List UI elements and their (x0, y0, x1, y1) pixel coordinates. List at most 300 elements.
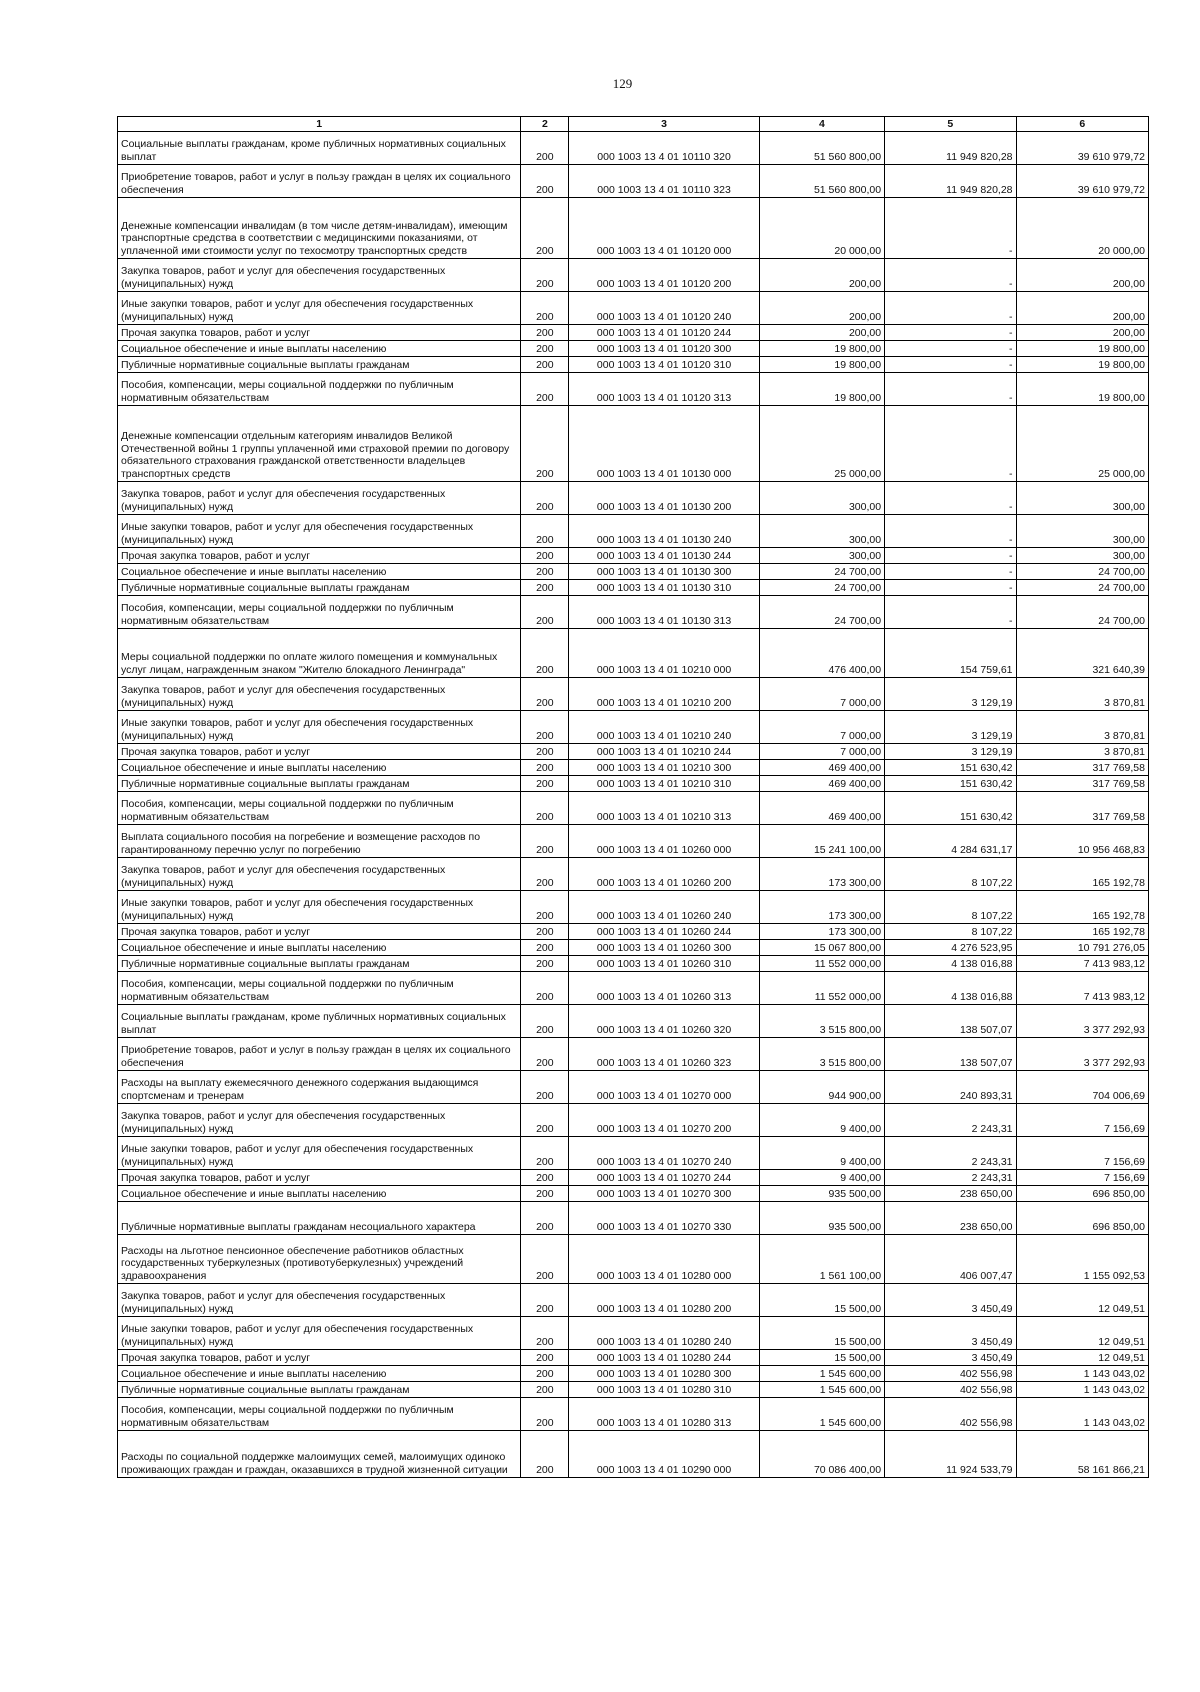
admin-code: 200 (521, 357, 569, 373)
admin-code: 200 (521, 292, 569, 325)
admin-code: 200 (521, 1431, 569, 1478)
planned-amount: 200,00 (759, 325, 884, 341)
planned-amount: 7 000,00 (759, 744, 884, 760)
admin-code: 200 (521, 1202, 569, 1235)
table-row (118, 198, 1149, 259)
table-row (118, 1202, 1149, 1235)
classification-code: 000 1003 13 4 01 10120 300 (569, 341, 760, 357)
executed-amount: 238 650,00 (885, 1202, 1016, 1235)
table-row (118, 357, 1149, 373)
remaining-amount: 1 143 043,02 (1016, 1382, 1148, 1398)
planned-amount: 200,00 (759, 292, 884, 325)
planned-amount: 469 400,00 (759, 776, 884, 792)
remaining-amount: 1 155 092,53 (1016, 1235, 1148, 1284)
admin-code: 200 (521, 1350, 569, 1366)
table-row (118, 1317, 1149, 1350)
executed-amount: - (885, 515, 1016, 548)
row-name: Закупка товаров, работ и услуг для обеспечения государственных (муниципальных) нужд (118, 1284, 521, 1317)
executed-amount: 4 276 523,95 (885, 940, 1016, 956)
row-name: Социальное обеспечение и иные выплаты населению (118, 1186, 521, 1202)
column-header-4: 4 (759, 117, 884, 132)
admin-code: 200 (521, 924, 569, 940)
admin-code: 200 (521, 1137, 569, 1170)
row-name: Публичные нормативные социальные выплаты гражданам (118, 776, 521, 792)
classification-code: 000 1003 13 4 01 10270 300 (569, 1186, 760, 1202)
planned-amount: 476 400,00 (759, 629, 884, 678)
classification-code: 000 1003 13 4 01 10280 300 (569, 1366, 760, 1382)
planned-amount: 944 900,00 (759, 1071, 884, 1104)
column-header-2: 2 (521, 117, 569, 132)
table-row (118, 776, 1149, 792)
table-row (118, 891, 1149, 924)
remaining-amount: 19 800,00 (1016, 357, 1148, 373)
planned-amount: 173 300,00 (759, 924, 884, 940)
row-name: Прочая закупка товаров, работ и услуг (118, 325, 521, 341)
executed-amount: 402 556,98 (885, 1366, 1016, 1382)
admin-code: 200 (521, 259, 569, 292)
table-row (118, 515, 1149, 548)
remaining-amount: 7 156,69 (1016, 1104, 1148, 1137)
executed-amount: 8 107,22 (885, 891, 1016, 924)
executed-amount: 3 450,49 (885, 1284, 1016, 1317)
admin-code: 200 (521, 858, 569, 891)
remaining-amount: 696 850,00 (1016, 1186, 1148, 1202)
row-name: Денежные компенсации инвалидам (в том числе детям-инвалидам), имеющим транспортные средства в соответствии с медицинскими показаниями, от уплаченной ими стоимости услуг по техосмотру транспортных средств (118, 198, 521, 259)
planned-amount: 9 400,00 (759, 1170, 884, 1186)
planned-amount: 15 241 100,00 (759, 825, 884, 858)
planned-amount: 70 086 400,00 (759, 1431, 884, 1478)
table-row (118, 548, 1149, 564)
classification-code: 000 1003 13 4 01 10260 000 (569, 825, 760, 858)
remaining-amount: 24 700,00 (1016, 580, 1148, 596)
admin-code: 200 (521, 744, 569, 760)
admin-code: 200 (521, 792, 569, 825)
executed-amount: - (885, 406, 1016, 482)
row-name: Пособия, компенсации, меры социальной поддержки по публичным нормативным обязательствам (118, 1398, 521, 1431)
planned-amount: 7 000,00 (759, 711, 884, 744)
remaining-amount: 12 049,51 (1016, 1317, 1148, 1350)
admin-code: 200 (521, 564, 569, 580)
row-name: Иные закупки товаров, работ и услуг для обеспечения государственных (муниципальных) нужд (118, 1137, 521, 1170)
admin-code: 200 (521, 1382, 569, 1398)
admin-code: 200 (521, 373, 569, 406)
admin-code: 200 (521, 596, 569, 629)
planned-amount: 469 400,00 (759, 760, 884, 776)
classification-code: 000 1003 13 4 01 10280 000 (569, 1235, 760, 1284)
row-name: Прочая закупка товаров, работ и услуг (118, 548, 521, 564)
table-row (118, 858, 1149, 891)
admin-code: 200 (521, 1398, 569, 1431)
remaining-amount: 10 791 276,05 (1016, 940, 1148, 956)
planned-amount: 300,00 (759, 515, 884, 548)
row-name: Расходы на льготное пенсионное обеспечение работников областных государственных туберкулезных (противотуберкулезных) учреждений здравоохранения (118, 1235, 521, 1284)
table-row (118, 1366, 1149, 1382)
planned-amount: 200,00 (759, 259, 884, 292)
remaining-amount: 704 006,69 (1016, 1071, 1148, 1104)
classification-code: 000 1003 13 4 01 10270 240 (569, 1137, 760, 1170)
executed-amount: - (885, 292, 1016, 325)
admin-code: 200 (521, 1005, 569, 1038)
table-row (118, 1038, 1149, 1071)
planned-amount: 19 800,00 (759, 373, 884, 406)
admin-code: 200 (521, 678, 569, 711)
table-row (118, 972, 1149, 1005)
table-row (118, 1284, 1149, 1317)
classification-code: 000 1003 13 4 01 10260 300 (569, 940, 760, 956)
planned-amount: 11 552 000,00 (759, 972, 884, 1005)
executed-amount: 3 129,19 (885, 711, 1016, 744)
table-row (118, 1431, 1149, 1478)
executed-amount: 151 630,42 (885, 760, 1016, 776)
row-name: Прочая закупка товаров, работ и услуг (118, 924, 521, 940)
admin-code: 200 (521, 972, 569, 1005)
row-name: Иные закупки товаров, работ и услуг для обеспечения государственных (муниципальных) нужд (118, 1317, 521, 1350)
remaining-amount: 7 413 983,12 (1016, 972, 1148, 1005)
admin-code: 200 (521, 165, 569, 198)
remaining-amount: 3 870,81 (1016, 711, 1148, 744)
admin-code: 200 (521, 1186, 569, 1202)
planned-amount: 935 500,00 (759, 1186, 884, 1202)
row-name: Приобретение товаров, работ и услуг в пользу граждан в целях их социального обеспечения (118, 165, 521, 198)
planned-amount: 7 000,00 (759, 678, 884, 711)
remaining-amount: 3 870,81 (1016, 678, 1148, 711)
remaining-amount: 7 156,69 (1016, 1170, 1148, 1186)
executed-amount: - (885, 548, 1016, 564)
row-name: Расходы по социальной поддержке малоимущих семей, малоимущих одиноко проживающих граждан и граждан, оказавшихся в трудной жизненной ситуации (118, 1431, 521, 1478)
classification-code: 000 1003 13 4 01 10280 244 (569, 1350, 760, 1366)
row-name: Меры социальной поддержки по оплате жилого помещения и коммунальных услуг лицам, награжденным знаком "Жителю блокадного Ленинграда" (118, 629, 521, 678)
executed-amount: 4 284 631,17 (885, 825, 1016, 858)
table-row (118, 1382, 1149, 1398)
planned-amount: 300,00 (759, 482, 884, 515)
remaining-amount: 39 610 979,72 (1016, 165, 1148, 198)
planned-amount: 9 400,00 (759, 1137, 884, 1170)
row-name: Пособия, компенсации, меры социальной поддержки по публичным нормативным обязательствам (118, 373, 521, 406)
planned-amount: 15 500,00 (759, 1317, 884, 1350)
executed-amount: 402 556,98 (885, 1382, 1016, 1398)
admin-code: 200 (521, 776, 569, 792)
executed-amount: - (885, 341, 1016, 357)
admin-code: 200 (521, 1170, 569, 1186)
admin-code: 200 (521, 482, 569, 515)
row-name: Публичные нормативные социальные выплаты гражданам (118, 956, 521, 972)
row-name: Закупка товаров, работ и услуг для обеспечения государственных (муниципальных) нужд (118, 858, 521, 891)
executed-amount: 151 630,42 (885, 792, 1016, 825)
admin-code: 200 (521, 325, 569, 341)
table-row (118, 1235, 1149, 1284)
classification-code: 000 1003 13 4 01 10260 323 (569, 1038, 760, 1071)
table-row (118, 132, 1149, 165)
table-row (118, 325, 1149, 341)
classification-code: 000 1003 13 4 01 10210 200 (569, 678, 760, 711)
row-name: Публичные нормативные социальные выплаты гражданам (118, 1382, 521, 1398)
executed-amount: 154 759,61 (885, 629, 1016, 678)
classification-code: 000 1003 13 4 01 10270 244 (569, 1170, 760, 1186)
table-row (118, 1186, 1149, 1202)
row-name: Социальные выплаты гражданам, кроме публичных нормативных социальных выплат (118, 132, 521, 165)
row-name: Социальное обеспечение и иные выплаты населению (118, 1366, 521, 1382)
planned-amount: 1 545 600,00 (759, 1382, 884, 1398)
row-name: Иные закупки товаров, работ и услуг для обеспечения государственных (муниципальных) нужд (118, 292, 521, 325)
remaining-amount: 39 610 979,72 (1016, 132, 1148, 165)
planned-amount: 15 500,00 (759, 1350, 884, 1366)
remaining-amount: 3 377 292,93 (1016, 1038, 1148, 1071)
executed-amount: - (885, 564, 1016, 580)
executed-amount: 2 243,31 (885, 1170, 1016, 1186)
admin-code: 200 (521, 956, 569, 972)
classification-code: 000 1003 13 4 01 10130 000 (569, 406, 760, 482)
budget-execution-table (117, 116, 1149, 1478)
classification-code: 000 1003 13 4 01 10260 240 (569, 891, 760, 924)
table-row (118, 744, 1149, 760)
row-name: Пособия, компенсации, меры социальной поддержки по публичным нормативным обязательствам (118, 972, 521, 1005)
remaining-amount: 200,00 (1016, 259, 1148, 292)
planned-amount: 11 552 000,00 (759, 956, 884, 972)
admin-code: 200 (521, 548, 569, 564)
row-name: Социальное обеспечение и иные выплаты населению (118, 564, 521, 580)
remaining-amount: 200,00 (1016, 292, 1148, 325)
planned-amount: 24 700,00 (759, 580, 884, 596)
table-row (118, 406, 1149, 482)
classification-code: 000 1003 13 4 01 10110 323 (569, 165, 760, 198)
classification-code: 000 1003 13 4 01 10120 240 (569, 292, 760, 325)
executed-amount: - (885, 357, 1016, 373)
planned-amount: 173 300,00 (759, 891, 884, 924)
classification-code: 000 1003 13 4 01 10130 240 (569, 515, 760, 548)
table-row (118, 165, 1149, 198)
admin-code: 200 (521, 1284, 569, 1317)
row-name: Социальные выплаты гражданам, кроме публичных нормативных социальных выплат (118, 1005, 521, 1038)
planned-amount: 24 700,00 (759, 564, 884, 580)
remaining-amount: 200,00 (1016, 325, 1148, 341)
executed-amount: 8 107,22 (885, 858, 1016, 891)
table-row (118, 341, 1149, 357)
remaining-amount: 19 800,00 (1016, 341, 1148, 357)
executed-amount: 402 556,98 (885, 1398, 1016, 1431)
admin-code: 200 (521, 825, 569, 858)
row-name: Прочая закупка товаров, работ и услуг (118, 1170, 521, 1186)
remaining-amount: 321 640,39 (1016, 629, 1148, 678)
row-name: Закупка товаров, работ и услуг для обеспечения государственных (муниципальных) нужд (118, 259, 521, 292)
admin-code: 200 (521, 580, 569, 596)
classification-code: 000 1003 13 4 01 10120 244 (569, 325, 760, 341)
classification-code: 000 1003 13 4 01 10120 200 (569, 259, 760, 292)
admin-code: 200 (521, 515, 569, 548)
remaining-amount: 317 769,58 (1016, 776, 1148, 792)
page-number: 129 (612, 76, 633, 91)
classification-code: 000 1003 13 4 01 10210 244 (569, 744, 760, 760)
remaining-amount: 12 049,51 (1016, 1284, 1148, 1317)
admin-code: 200 (521, 341, 569, 357)
remaining-amount: 165 192,78 (1016, 858, 1148, 891)
row-name: Денежные компенсации отдельным категориям инвалидов Великой Отечественной войны 1 группы уплаченной ими страховой премии по договору обязательного страхования гражданской ответственности владельцев транспортных средств (118, 406, 521, 482)
classification-code: 000 1003 13 4 01 10260 310 (569, 956, 760, 972)
executed-amount: 138 507,07 (885, 1038, 1016, 1071)
remaining-amount: 317 769,58 (1016, 792, 1148, 825)
remaining-amount: 58 161 866,21 (1016, 1431, 1148, 1478)
table-row (118, 711, 1149, 744)
remaining-amount: 3 870,81 (1016, 744, 1148, 760)
admin-code: 200 (521, 1071, 569, 1104)
row-name: Пособия, компенсации, меры социальной поддержки по публичным нормативным обязательствам (118, 792, 521, 825)
row-name: Приобретение товаров, работ и услуг в пользу граждан в целях их социального обеспечения (118, 1038, 521, 1071)
row-name: Публичные нормативные социальные выплаты гражданам (118, 357, 521, 373)
classification-code: 000 1003 13 4 01 10210 000 (569, 629, 760, 678)
executed-amount: 8 107,22 (885, 924, 1016, 940)
remaining-amount: 10 956 468,83 (1016, 825, 1148, 858)
table-row (118, 292, 1149, 325)
admin-code: 200 (521, 1038, 569, 1071)
classification-code: 000 1003 13 4 01 10210 300 (569, 760, 760, 776)
admin-code: 200 (521, 891, 569, 924)
row-name: Закупка товаров, работ и услуг для обеспечения государственных (муниципальных) нужд (118, 482, 521, 515)
classification-code: 000 1003 13 4 01 10260 320 (569, 1005, 760, 1038)
row-name: Публичные нормативные социальные выплаты гражданам (118, 580, 521, 596)
table-row (118, 373, 1149, 406)
remaining-amount: 1 143 043,02 (1016, 1366, 1148, 1382)
classification-code: 000 1003 13 4 01 10130 313 (569, 596, 760, 629)
column-header-5: 5 (885, 117, 1016, 132)
classification-code: 000 1003 13 4 01 10210 240 (569, 711, 760, 744)
classification-code: 000 1003 13 4 01 10270 330 (569, 1202, 760, 1235)
admin-code: 200 (521, 198, 569, 259)
classification-code: 000 1003 13 4 01 10130 200 (569, 482, 760, 515)
table-row (118, 259, 1149, 292)
executed-amount: - (885, 259, 1016, 292)
row-name: Пособия, компенсации, меры социальной поддержки по публичным нормативным обязательствам (118, 596, 521, 629)
row-name: Закупка товаров, работ и услуг для обеспечения государственных (муниципальных) нужд (118, 678, 521, 711)
planned-amount: 15 500,00 (759, 1284, 884, 1317)
executed-amount: 406 007,47 (885, 1235, 1016, 1284)
admin-code: 200 (521, 1104, 569, 1137)
classification-code: 000 1003 13 4 01 10120 000 (569, 198, 760, 259)
planned-amount: 51 560 800,00 (759, 132, 884, 165)
remaining-amount: 300,00 (1016, 482, 1148, 515)
table-body (118, 132, 1149, 1478)
remaining-amount: 696 850,00 (1016, 1202, 1148, 1235)
remaining-amount: 12 049,51 (1016, 1350, 1148, 1366)
table-row (118, 1350, 1149, 1366)
admin-code: 200 (521, 940, 569, 956)
remaining-amount: 7 156,69 (1016, 1137, 1148, 1170)
column-number-row (118, 117, 1149, 132)
planned-amount: 469 400,00 (759, 792, 884, 825)
row-name: Расходы на выплату ежемесячного денежного содержания выдающимся спортсменам и тренерам (118, 1071, 521, 1104)
planned-amount: 935 500,00 (759, 1202, 884, 1235)
remaining-amount: 165 192,78 (1016, 924, 1148, 940)
remaining-amount: 24 700,00 (1016, 596, 1148, 629)
classification-code: 000 1003 13 4 01 10280 313 (569, 1398, 760, 1431)
planned-amount: 20 000,00 (759, 198, 884, 259)
row-name: Социальное обеспечение и иные выплаты населению (118, 940, 521, 956)
remaining-amount: 317 769,58 (1016, 760, 1148, 776)
remaining-amount: 1 143 043,02 (1016, 1398, 1148, 1431)
table-row (118, 1137, 1149, 1170)
classification-code: 000 1003 13 4 01 10130 310 (569, 580, 760, 596)
admin-code: 200 (521, 1317, 569, 1350)
remaining-amount: 7 413 983,12 (1016, 956, 1148, 972)
executed-amount: - (885, 596, 1016, 629)
admin-code: 200 (521, 1235, 569, 1284)
planned-amount: 1 545 600,00 (759, 1366, 884, 1382)
remaining-amount: 300,00 (1016, 515, 1148, 548)
row-name: Иные закупки товаров, работ и услуг для обеспечения государственных (муниципальных) нужд (118, 711, 521, 744)
classification-code: 000 1003 13 4 01 10120 313 (569, 373, 760, 406)
table-row (118, 1170, 1149, 1186)
executed-amount: 151 630,42 (885, 776, 1016, 792)
classification-code: 000 1003 13 4 01 10130 300 (569, 564, 760, 580)
table-row (118, 1005, 1149, 1038)
executed-amount: - (885, 482, 1016, 515)
classification-code: 000 1003 13 4 01 10260 200 (569, 858, 760, 891)
remaining-amount: 20 000,00 (1016, 198, 1148, 259)
column-header-3: 3 (569, 117, 760, 132)
row-name: Прочая закупка товаров, работ и услуг (118, 1350, 521, 1366)
planned-amount: 1 561 100,00 (759, 1235, 884, 1284)
classification-code: 000 1003 13 4 01 10110 320 (569, 132, 760, 165)
planned-amount: 173 300,00 (759, 858, 884, 891)
column-header-1: 1 (118, 117, 521, 132)
planned-amount: 9 400,00 (759, 1104, 884, 1137)
remaining-amount: 300,00 (1016, 548, 1148, 564)
executed-amount: 238 650,00 (885, 1186, 1016, 1202)
row-name: Социальное обеспечение и иные выплаты населению (118, 760, 521, 776)
table-row (118, 924, 1149, 940)
planned-amount: 3 515 800,00 (759, 1005, 884, 1038)
row-name: Иные закупки товаров, работ и услуг для обеспечения государственных (муниципальных) нужд (118, 515, 521, 548)
classification-code: 000 1003 13 4 01 10260 244 (569, 924, 760, 940)
admin-code: 200 (521, 711, 569, 744)
table-row (118, 825, 1149, 858)
classification-code: 000 1003 13 4 01 10280 310 (569, 1382, 760, 1398)
planned-amount: 24 700,00 (759, 596, 884, 629)
table-row (118, 564, 1149, 580)
planned-amount: 19 800,00 (759, 357, 884, 373)
executed-amount: 3 129,19 (885, 678, 1016, 711)
planned-amount: 19 800,00 (759, 341, 884, 357)
classification-code: 000 1003 13 4 01 10130 244 (569, 548, 760, 564)
row-name: Закупка товаров, работ и услуг для обеспечения государственных (муниципальных) нужд (118, 1104, 521, 1137)
table-row (118, 1104, 1149, 1137)
executed-amount: 11 949 820,28 (885, 165, 1016, 198)
row-name: Прочая закупка товаров, работ и услуг (118, 744, 521, 760)
planned-amount: 1 545 600,00 (759, 1398, 884, 1431)
classification-code: 000 1003 13 4 01 10260 313 (569, 972, 760, 1005)
classification-code: 000 1003 13 4 01 10210 313 (569, 792, 760, 825)
executed-amount: - (885, 580, 1016, 596)
executed-amount: 11 949 820,28 (885, 132, 1016, 165)
remaining-amount: 19 800,00 (1016, 373, 1148, 406)
table-row (118, 580, 1149, 596)
classification-code: 000 1003 13 4 01 10120 310 (569, 357, 760, 373)
planned-amount: 25 000,00 (759, 406, 884, 482)
admin-code: 200 (521, 406, 569, 482)
remaining-amount: 3 377 292,93 (1016, 1005, 1148, 1038)
classification-code: 000 1003 13 4 01 10270 200 (569, 1104, 760, 1137)
table-row (118, 1398, 1149, 1431)
classification-code: 000 1003 13 4 01 10280 200 (569, 1284, 760, 1317)
admin-code: 200 (521, 132, 569, 165)
executed-amount: 138 507,07 (885, 1005, 1016, 1038)
row-name: Выплата социального пособия на погребение и возмещение расходов по гарантированному перечню услуг по погребению (118, 825, 521, 858)
classification-code: 000 1003 13 4 01 10210 310 (569, 776, 760, 792)
executed-amount: 3 129,19 (885, 744, 1016, 760)
table-row (118, 792, 1149, 825)
table-row (118, 940, 1149, 956)
executed-amount: 240 893,31 (885, 1071, 1016, 1104)
row-name: Иные закупки товаров, работ и услуг для обеспечения государственных (муниципальных) нужд (118, 891, 521, 924)
executed-amount: - (885, 373, 1016, 406)
